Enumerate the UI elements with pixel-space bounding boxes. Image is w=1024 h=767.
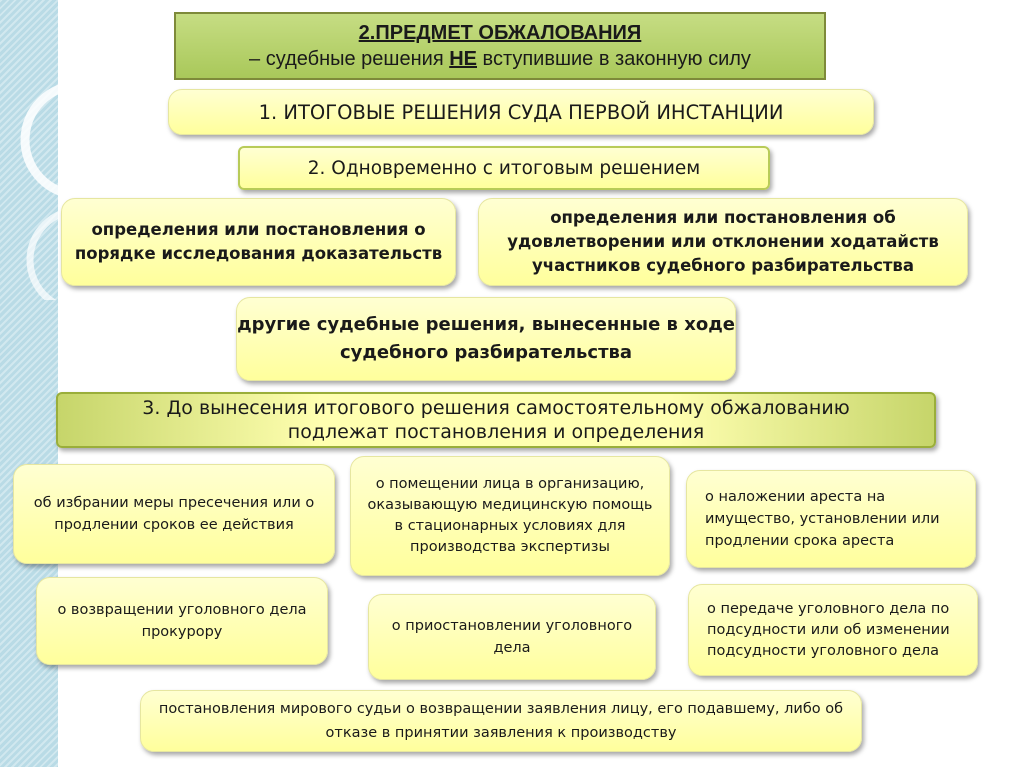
section-2-item-label: определения или постановления о порядке исследования доказательств	[74, 220, 443, 263]
header-title: 2.ПРЕДМЕТ ОБЖАЛОВАНИЯ	[358, 22, 642, 44]
section-3-item-label: о передаче уголовного дела по подсудности или об изменении подсудности уголовного дела	[707, 600, 950, 659]
section-3-item-label: о приостановлении уголовного дела	[391, 618, 633, 656]
section-3-item-return-to-prosecutor	[36, 577, 328, 665]
section-2-item-label: другие судебные решения, вынесенные в ходе судебного разбирательства	[237, 314, 735, 363]
section-3-line-2: подлежат постановления и определения	[287, 421, 705, 443]
header-box	[174, 12, 826, 80]
header-emphasis: НЕ	[449, 48, 477, 70]
section-3-item-medical-placement	[350, 456, 670, 576]
section-2-box	[238, 146, 770, 190]
section-2-item-label: определения или постановления об удовлетворении или отклонении ходатайств участников судебного разбирательства	[507, 208, 939, 275]
section-2-item-motions	[478, 198, 968, 286]
section-2-item-evidence	[61, 198, 456, 286]
section-3-box	[56, 392, 936, 448]
section-3-item-property-arrest	[686, 470, 976, 568]
header-subtitle: – судебные решения НЕ вступившие в законную силу	[249, 48, 751, 70]
section-3-item-jurisdiction-transfer	[688, 584, 978, 676]
section-3-item-label: о возвращении уголовного дела прокурору	[57, 602, 307, 640]
section-2-label: 2. Одновременно с итоговым решением	[307, 157, 701, 179]
section-3-item-magistrate-rulings	[140, 690, 862, 752]
section-3-item-label: о наложении ареста на имущество, установлении или продлении срока ареста	[705, 489, 940, 549]
section-1-label: 1. ИТОГОВЫЕ РЕШЕНИЯ СУДА ПЕРВОЙ ИНСТАНЦИИ	[258, 100, 784, 124]
section-3-item-suspension	[368, 594, 656, 680]
section-3-item-label: постановления мирового судьи о возвращении заявления лицу, его подавшему, либо об отказе в принятии заявления к производству	[158, 701, 844, 741]
section-3-item-preventive-measure	[13, 464, 335, 564]
section-3-line-1: 3. До вынесения итогового решения самостоятельному обжалованию	[142, 397, 850, 419]
section-1-box	[168, 89, 874, 135]
section-3-item-label: об избрании меры пресечения или о продлении сроков ее действия	[33, 495, 315, 533]
section-3-item-label: о помещении лица в организацию, оказывающую медицинскую помощь в стационарных условиях для производства экспертизы	[367, 476, 653, 555]
section-2-item-other-decisions	[236, 297, 736, 381]
